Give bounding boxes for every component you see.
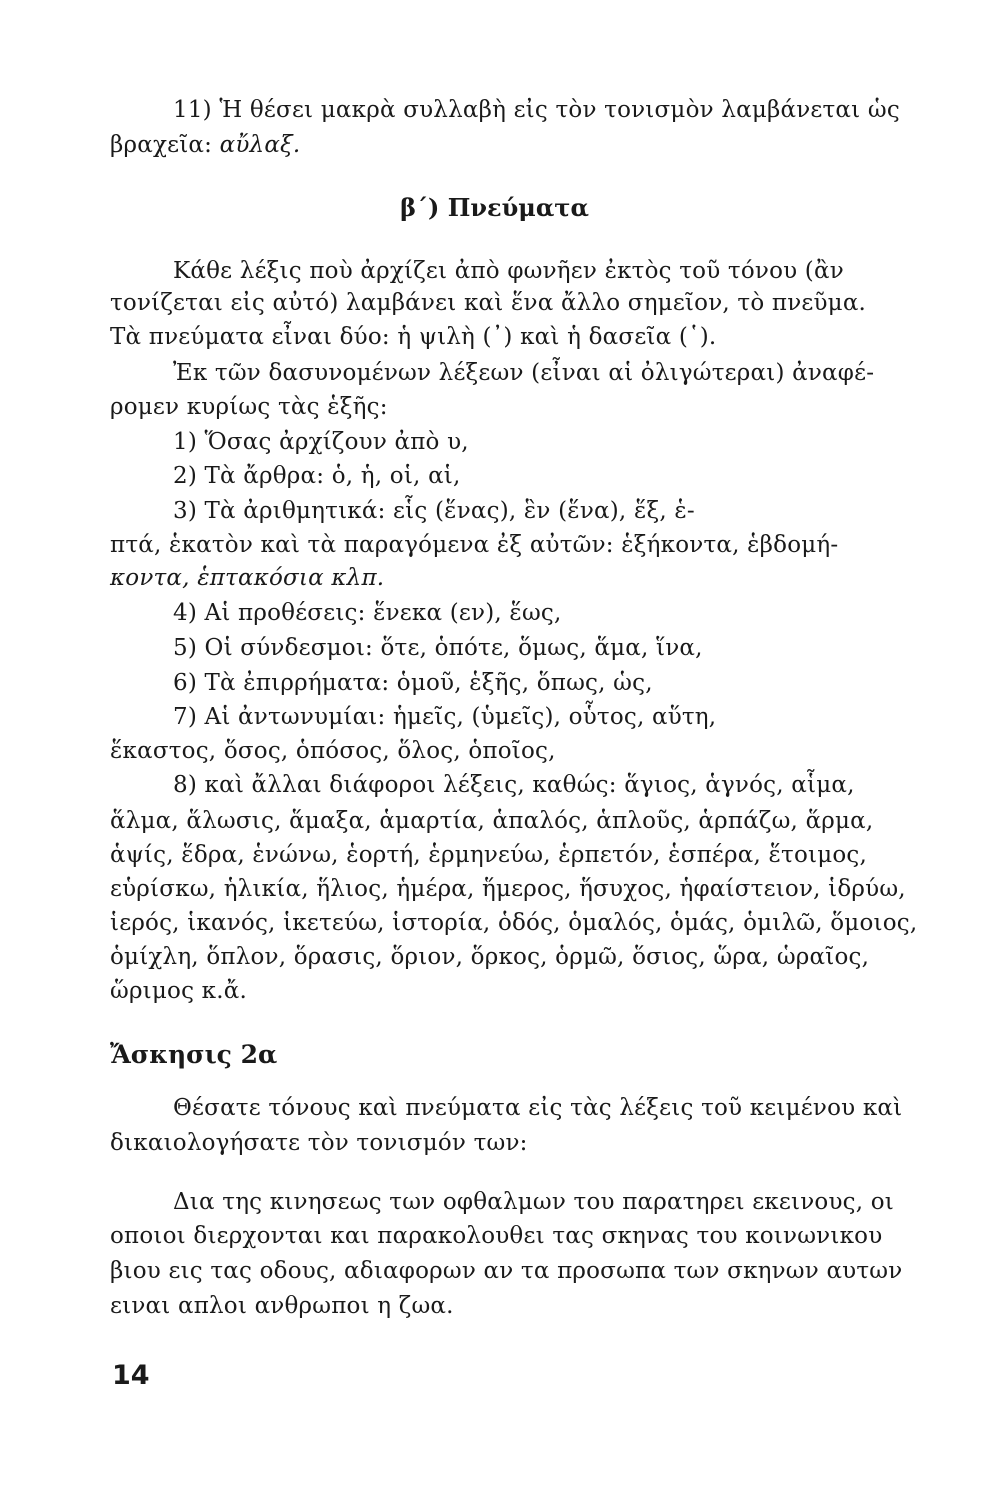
list-item: ἁψίς, ἕδρα, ἑνώνω, ἑορτή, ἑρμηνεύω, ἑρπετόν, ἑσπέρα, ἕτοιμος,: [110, 842, 868, 868]
list-item: 8) καὶ ἄλλαι διάφοροι λέξεις, καθώς: ἅγιος, ἁγνός, αἷμα,: [173, 772, 855, 798]
list-item: ἱερός, ἱκανός, ἱκετεύω, ἱστορία, ὁδός, ὁμαλός, ὁμάς, ὁμιλῶ, ὅμοιος,: [110, 910, 918, 936]
exercise-text: Δια της κινησεως των οφθαλμων του παρατηρει εκεινους, οι: [173, 1189, 894, 1215]
list-item: 3) Τὰ ἀριθμητικά: εἷς (ἕνας), ἓν (ἕνα), ἕξ, ἑ-: [173, 498, 695, 524]
page-number: 14: [112, 1360, 150, 1391]
exercise-text: οποιοι διερχονται και παρακολουθει τας σκηνας του κοινωνικου: [110, 1223, 883, 1249]
exercise-instructions: Θέσατε τόνους καὶ πνεύματα εἰς τὰς λέξεις τοῦ κειμένου καὶ: [173, 1095, 903, 1121]
list-item: 5) Οἱ σύνδεσμοι: ὅτε, ὁπότε, ὅμως, ἅμα, ἵνα,: [173, 635, 703, 661]
paragraph-line: Τὰ πνεύματα εἶναι δύο: ἡ ψιλὴ (᾿) καὶ ἡ δασεῖα (῾).: [110, 324, 717, 350]
rule-11-example: αὔλαξ.: [219, 132, 301, 158]
exercise-text: βιου εις τας οδους, αδιαφορων αν τα προσωπα των σκηνων αυτων: [110, 1258, 903, 1284]
paragraph-line: ρομεν κυρίως τὰς ἑξῆς:: [110, 394, 388, 420]
list-item: εὑρίσκω, ἡλικία, ἥλιος, ἡμέρα, ἥμερος, ἥσυχος, ἡφαίστειον, ἱδρύω,: [110, 876, 906, 902]
list-item: 1) Ὅσας ἀρχίζουν ἀπὸ υ,: [173, 429, 469, 455]
rule-11-line-1: 11) Ἡ θέσει μακρὰ συλλαβὴ εἰς τὸν τονισμὸν λαμβάνεται ὡς: [173, 97, 900, 123]
list-item: 7) Αἱ ἀντωνυμίαι: ἡμεῖς, (ὑμεῖς), οὗτος, αὕτη,: [173, 704, 717, 730]
rule-11-line-2: [110, 130, 300, 160]
section-heading: β΄) Πνεύματα: [400, 193, 589, 222]
list-item: ὁμίχλη, ὅπλον, ὅρασις, ὅριον, ὅρκος, ὁρμῶ, ὅσιος, ὥρα, ὡραῖος,: [110, 944, 870, 970]
rule-11-text: βραχεῖα:: [110, 132, 213, 158]
paragraph-line: Κάθε λέξις ποὺ ἀρχίζει ἀπὸ φωνῆεν ἐκτὸς τοῦ τόνου (ἂν: [173, 258, 844, 284]
list-item: 2) Τὰ ἄρθρα: ὁ, ἡ, οἱ, αἱ,: [173, 463, 461, 489]
paragraph-line: τονίζεται εἰς αὐτό) λαμβάνει καὶ ἕνα ἄλλο σημεῖον, τὸ πνεῦμα.: [110, 290, 867, 316]
list-item: πτά, ἑκατὸν καὶ τὰ παραγόμενα ἐξ αὐτῶν: ἑξήκοντα, ἑβδομή-: [110, 532, 839, 558]
list-item: κοντα, ἑπτακόσια κλπ.: [110, 565, 385, 591]
list-item: ἕκαστος, ὅσος, ὁπόσος, ὅλος, ὁποῖος,: [110, 738, 556, 764]
exercise-instructions: δικαιολογήσατε τὸν τονισμόν των:: [110, 1130, 528, 1156]
list-item: 4) Αἱ προθέσεις: ἕνεκα (εν), ἕως,: [173, 600, 562, 626]
exercise-text: ειναι απλοι ανθρωποι η ζωα.: [110, 1293, 454, 1319]
list-item: ἅλμα, ἅλωσις, ἅμαξα, ἁμαρτία, ἁπαλός, ἁπλοῦς, ἁρπάζω, ἅρμα,: [110, 808, 874, 834]
list-item: 6) Τὰ ἐπιρρήματα: ὁμοῦ, ἑξῆς, ὅπως, ὡς,: [173, 670, 653, 696]
paragraph-line: Ἐκ τῶν δασυνομένων λέξεων (εἶναι αἱ ὀλιγώτεραι) ἀναφέ-: [173, 360, 875, 386]
exercise-heading: Ἄσκησις 2α: [110, 1040, 278, 1069]
list-item: ὥριμος κ.ἄ.: [110, 978, 248, 1004]
